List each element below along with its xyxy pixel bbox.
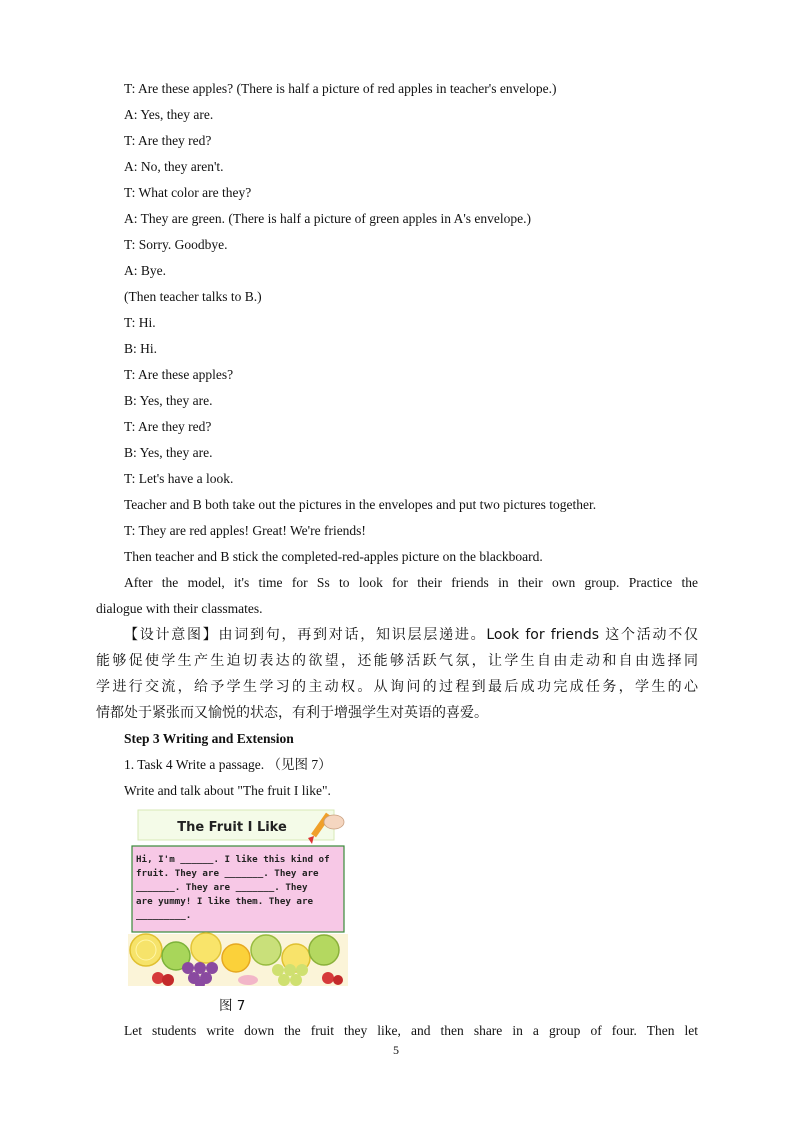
dialogue-line: Then teacher and B stick the completed-red-apples picture on the blackboard.	[124, 549, 543, 564]
dialogue-line: B: Yes, they are.	[124, 393, 213, 408]
dialogue-line: Teacher and B both take out the pictures in the envelopes and put two pictures together.	[124, 497, 597, 512]
after-model-line-1: After the model, it's time for Ss to look for their friends in their own group. Practice the	[124, 575, 698, 590]
design-intent-line-4: 情都处于紧张而又愉悦的状态，有利于增强学生对英语的喜爱。	[96, 705, 488, 721]
dialogue-line: T: Let's have a look.	[124, 471, 234, 486]
fruit-illustration	[128, 933, 348, 986]
dialogue-line: B: Yes, they are.	[124, 445, 213, 460]
dialogue-line: (Then teacher talks to B.)	[124, 289, 262, 304]
after-model-line-2: dialogue with their classmates.	[96, 601, 263, 616]
dialogue-line: T: They are red apples! Great! We're friends!	[124, 523, 366, 538]
step3-heading: Step 3 Writing and Extension	[124, 731, 294, 746]
dialogue-line: A: No, they aren't.	[124, 159, 224, 174]
dialogue-line: A: Yes, they are.	[124, 107, 214, 122]
design-intent-line-1: 【设计意图】由词到句，再到对话，知识层层递进。Look for friends 这个活动不仅	[124, 627, 698, 643]
dialogue-line: T: Are they red?	[124, 133, 212, 148]
task4-line: 1. Task 4 Write a passage. （见图 7）	[124, 757, 332, 772]
dialogue-line: A: They are green. (There is half a picture of green apples in A's envelope.)	[124, 211, 532, 226]
dialogue-line: B: Hi.	[124, 341, 158, 356]
final-line: Let students write down the fruit they like, and then share in a group of four. Then let	[124, 1023, 698, 1038]
dialogue-line: T: Hi.	[124, 315, 156, 330]
write-talk-line: Write and talk about "The fruit I like".	[124, 783, 331, 798]
figure-line: are yummy! I like them. They are	[136, 896, 314, 907]
fruit-worksheet-figure	[128, 808, 348, 986]
dialogue-line: A: Bye.	[124, 263, 166, 278]
figure-caption: 图 7	[219, 998, 246, 1014]
dialogue-line: T: Sorry. Goodbye.	[124, 237, 228, 252]
dialogue-line: T: Are these apples?	[124, 367, 234, 382]
design-intent-line-3: 学进行交流，给予学生学习的主动权。从询问的过程到最后成功完成任务，学生的心	[96, 679, 698, 695]
page-number: 5	[393, 1043, 399, 1057]
figure-line: _________.	[136, 910, 192, 921]
dialogue-line: T: Are these apples? (There is half a picture of red apples in teacher's envelope.)	[124, 81, 557, 96]
dialogue-line: T: Are they red?	[124, 419, 212, 434]
figure-line: fruit. They are _______. They are	[136, 868, 319, 879]
figure-line: Hi, I'm ______. I like this kind of	[136, 854, 330, 865]
dialogue-line: T: What color are they?	[124, 185, 252, 200]
figure-title: The Fruit I Like	[177, 820, 287, 835]
design-intent-line-2: 能够促使学生产生迫切表达的欲望，还能够活跃气氛，让学生自由走动和自由选择同	[96, 653, 698, 669]
figure-line: _______. They are _______. They	[136, 882, 308, 893]
